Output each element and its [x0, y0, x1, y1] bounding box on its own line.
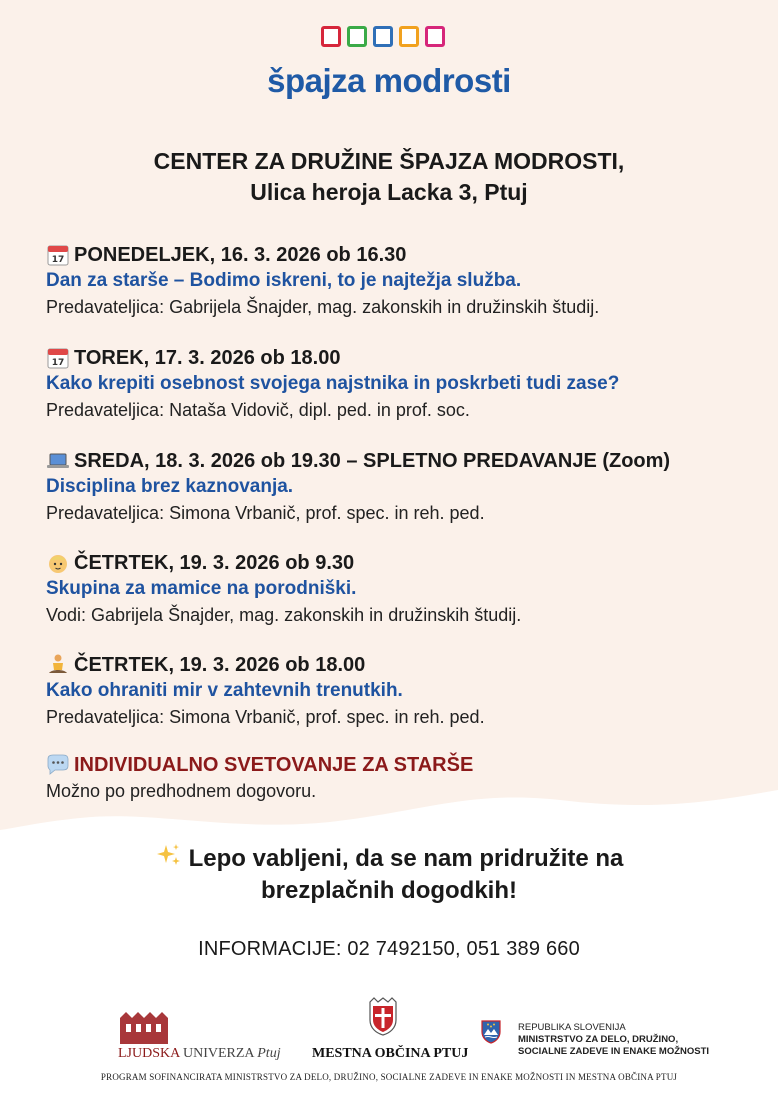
sparkles-icon	[155, 842, 183, 870]
logo-square-orange	[399, 26, 419, 47]
calendar-icon	[46, 346, 70, 370]
event-5	[46, 652, 776, 730]
event-title: Kako krepiti osebnost svojega najstnika in poskrbeti tudi zase?	[46, 373, 620, 394]
mestna-obcina-ptuj-name: MESTNA OBČINA PTUJ	[312, 1046, 469, 1061]
welcome-line-2: brezplačnih dogodkih!	[261, 877, 517, 904]
event-title: Disciplina brez kaznovanja.	[46, 476, 294, 497]
event-date	[46, 652, 776, 678]
event-3	[46, 448, 776, 526]
event-date-text: ČETRTEK, 19. 3. 2026 ob 18.00	[74, 654, 366, 676]
event-lecturer: Predavateljica: Gabrijela Šnajder, mag. zakonskih in družinskih študij.	[46, 297, 600, 317]
individual-counseling	[46, 752, 776, 804]
event-date-text: ČETRTEK, 19. 3. 2026 ob 9.30	[74, 552, 355, 574]
calendar-icon	[46, 243, 70, 267]
logo-square-red	[321, 26, 341, 47]
event-title: Kako ohraniti mir v zahtevnih trenutkih.	[46, 680, 403, 701]
event-date-text: PONEDELJEK, 16. 3. 2026 ob 16.30	[74, 244, 407, 266]
individual-desc: Možno po predhodnem dogovoru.	[46, 781, 317, 801]
event-lecturer: Predavateljica: Nataša Vidovič, dipl. ped. in prof. soc.	[46, 400, 470, 420]
center-street: Ulica heroja Lacka 3, Ptuj	[250, 179, 528, 205]
ljudska-univerza-name	[118, 1046, 281, 1062]
ministry-line-1: REPUBLIKA SLOVENIJA	[518, 1022, 626, 1033]
center-address	[0, 146, 778, 208]
event-lecturer: Predavateljica: Simona Vrbanič, prof. spec. in reh. ped.	[46, 707, 485, 727]
ministry-line-3: SOCIALNE ZADEVE IN ENAKE MOŽNOSTI	[518, 1046, 710, 1057]
ljudska-univerza-logo-icon	[118, 1010, 168, 1044]
mestna-obcina-ptuj-coat-of-arms-icon	[366, 996, 400, 1036]
event-title: Dan za starše – Bodimo iskreni, to je najtežja služba.	[46, 270, 522, 291]
svg-text:17: 17	[51, 358, 65, 368]
event-date-text: TOREK, 17. 3. 2026 ob 18.00	[74, 347, 341, 369]
lu-word-3: Ptuj	[257, 1046, 281, 1061]
logo-square-green	[347, 26, 367, 47]
event-4	[46, 550, 776, 628]
funding-note: PROGRAM SOFINANCIRATA MINISTRSTVO ZA DELO, DRUŽINO, SOCIALNE ZADEVE IN ENAKE MOŽNOSTI IN MESTNA OBČINA PTUJ	[100, 1072, 678, 1082]
baby-icon	[46, 551, 70, 575]
event-date	[46, 345, 776, 371]
individual-heading-text: INDIVIDUALNO SVETOVANJE ZA STARŠE	[74, 754, 474, 776]
logo-text: špajza modrosti	[267, 62, 511, 99]
event-title: Skupina za mamice na porodniški.	[46, 578, 357, 599]
event-date	[46, 448, 776, 474]
logo-square-pink	[425, 26, 445, 47]
welcome-line-1: Lepo vabljeni, da se nam pridružite na	[188, 845, 624, 872]
event-lecturer: Vodi: Gabrijela Šnajder, mag. zakonskih in družinskih študij.	[46, 605, 522, 625]
welcome-message	[0, 842, 778, 907]
logo-square-blue	[373, 26, 393, 47]
ministry-line-2: MINISTRSTVO ZA DELO, DRUŽINO,	[518, 1034, 679, 1045]
event-lecturer: Predavateljica: Simona Vrbanič, prof. spec. in reh. ped.	[46, 503, 485, 523]
event-date	[46, 242, 776, 268]
svg-text:17: 17	[51, 255, 65, 265]
event-date-text: SREDA, 18. 3. 2026 ob 19.30 – SPLETNO PREDAVANJE (Zoom)	[74, 450, 671, 472]
logo-squares	[321, 26, 445, 47]
contact-info: INFORMACIJE: 02 7492150, 051 389 660	[198, 938, 580, 960]
speech-bubble-icon	[46, 753, 70, 777]
individual-heading	[46, 752, 776, 778]
center-name: CENTER ZA DRUŽINE ŠPAJZA MODROSTI,	[153, 148, 625, 174]
event-1	[46, 242, 776, 320]
slovenia-coat-of-arms-icon	[481, 1020, 501, 1044]
meditation-icon	[46, 653, 70, 677]
lu-word-2: UNIVERZA	[182, 1046, 254, 1061]
event-date	[46, 550, 776, 576]
laptop-icon	[46, 449, 70, 473]
event-2	[46, 345, 776, 423]
lu-word-1: LJUDSKA	[118, 1046, 180, 1061]
ministry-name	[518, 1022, 709, 1058]
